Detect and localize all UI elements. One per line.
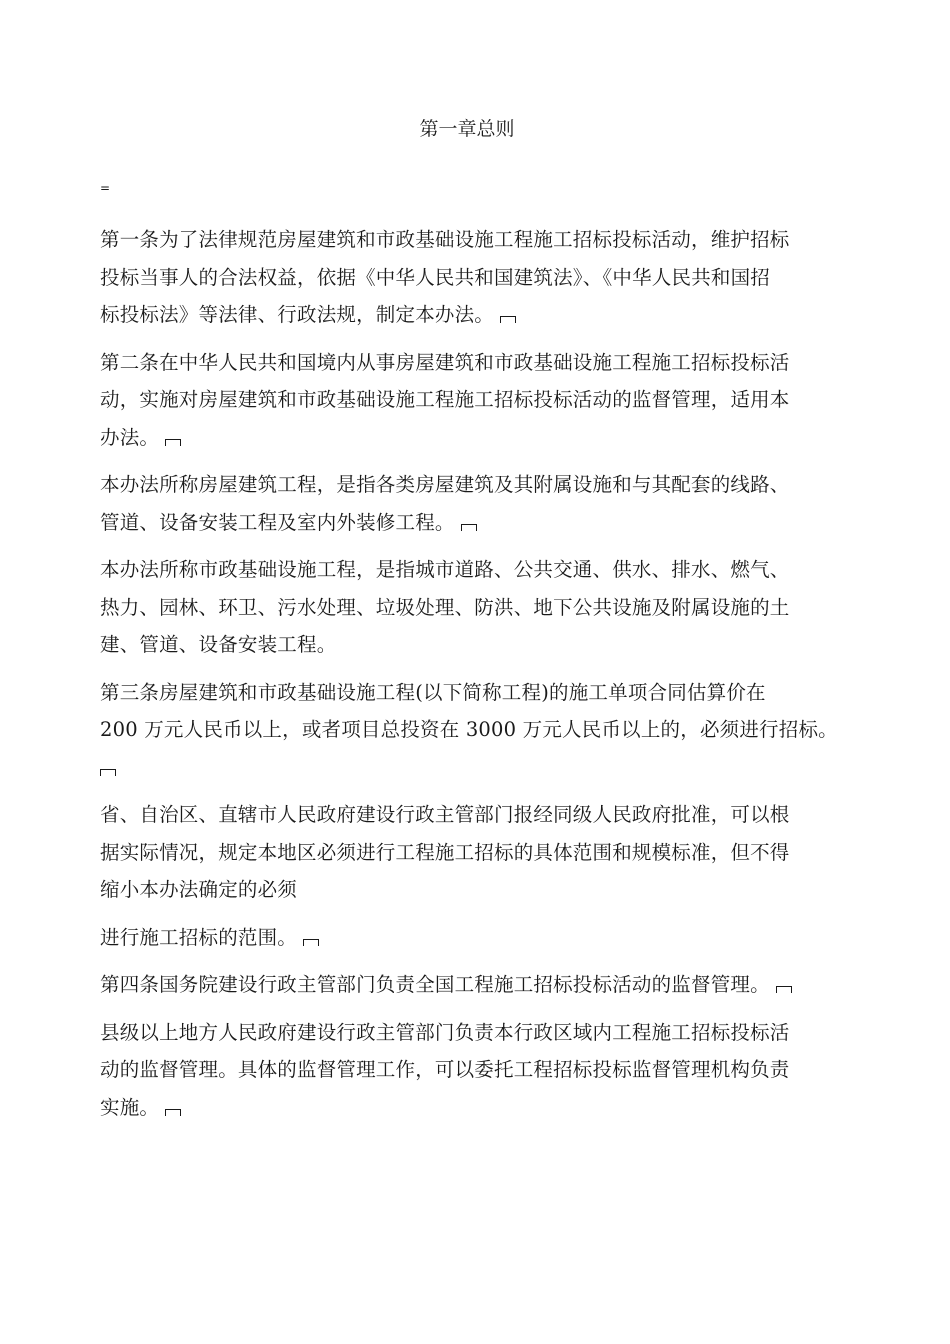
- paragraph-mark-icon: [100, 769, 116, 776]
- paragraph-line: [100, 504, 836, 542]
- paragraph-line: [100, 711, 836, 749]
- line-text: 动，实施对房屋建筑和市政基础设施工程施工招标投标活动的监督管理，适用本: [100, 388, 790, 411]
- paragraph: [100, 919, 836, 957]
- paragraph-line: [100, 1014, 836, 1052]
- paragraph-mark-icon: [165, 1109, 181, 1116]
- paragraph-line: [100, 344, 836, 382]
- paragraph-line: [100, 259, 836, 297]
- paragraph-mark-icon: [500, 316, 516, 323]
- paragraph-line: [100, 466, 836, 504]
- paragraph: [100, 674, 836, 787]
- paragraph: [100, 221, 836, 334]
- line-text: 管道、设备安装工程及室内外装修工程。: [100, 510, 455, 534]
- line-text: 进行施工招标的范围。: [100, 925, 298, 949]
- paragraph-line: [100, 834, 836, 872]
- paragraph-line: [100, 626, 836, 664]
- line-text: 本办法所称市政基础设施工程，是指城市道路、公共交通、供水、排水、燃气、: [100, 558, 790, 581]
- line-text: 省、自治区、直辖市人民政府建设行政主管部门报经同级人民政府批准，可以根: [100, 803, 790, 826]
- paragraph-line: [100, 381, 836, 419]
- paragraph-mark-icon: [461, 524, 477, 531]
- paragraph: [100, 1014, 836, 1127]
- paragraph-line: [100, 796, 836, 834]
- paragraph: [100, 966, 836, 1004]
- line-text: 第三条房屋建筑和市政基础设施工程(以下简称工程)的施工单项合同估算价在: [100, 680, 766, 704]
- paragraph-line: [100, 419, 836, 457]
- paragraph: [100, 551, 836, 664]
- line-text: 据实际情况，规定本地区必须进行工程施工招标的具体范围和规模标准，但不得: [100, 840, 790, 864]
- paragraph: [100, 796, 836, 909]
- line-text: 投标当事人的合法权益，依据《中华人民共和国建筑法》、《中华人民共和国招: [100, 265, 771, 289]
- paragraph-mark-icon: [776, 986, 792, 993]
- line-text: 第二条在中华人民共和国境内从事房屋建筑和市政基础设施工程施工招标投标活: [100, 350, 790, 374]
- line-text: 动的监督管理。具体的监督管理工作，可以委托工程招标投标监督管理机构负责: [100, 1058, 790, 1081]
- paragraph-line: [100, 966, 836, 1004]
- line-text: 热力、园林、环卫、污水处理、垃圾处理、防洪、地下公共设施及附属设施的土: [100, 595, 790, 619]
- line-text: 第一条为了法律规范房屋建筑和市政基础设施工程施工招标投标活动，维护招标: [100, 228, 790, 251]
- line-text: 本办法所称房屋建筑工程，是指各类房屋建筑及其附属设施和与其配套的线路、: [100, 473, 790, 496]
- line-text: 标投标法》等法律、行政法规，制定本办法。: [100, 303, 495, 326]
- paragraph-line: [100, 221, 836, 259]
- line-text: 实施。: [100, 1095, 160, 1119]
- line-text: 办法。: [100, 425, 160, 449]
- line-text: 第四条国务院建设行政主管部门负责全国工程施工招标投标活动的监督管理。: [100, 973, 770, 996]
- paragraph-line: [100, 1051, 836, 1089]
- paragraph-line: [100, 749, 836, 787]
- line-text: 县级以上地方人民政府建设行政主管部门负责本行政区域内工程施工招标投标活: [100, 1020, 790, 1044]
- line-text: 缩小本办法确定的必须: [100, 878, 298, 901]
- paragraph-line: [100, 551, 836, 589]
- chapter-title: 第一章总则: [419, 118, 515, 140]
- paragraph-line: [100, 1089, 836, 1127]
- paragraph-mark-icon: [165, 439, 181, 446]
- paragraph: [100, 344, 836, 457]
- paragraph-line: [100, 674, 836, 712]
- line-text: 建、管道、设备安装工程。: [100, 633, 337, 656]
- paragraph-line: [100, 296, 836, 334]
- body-text: [100, 221, 836, 1136]
- paragraph-line: [100, 919, 836, 957]
- line-text: 200 万元人民币以上，或者项目总投资在 3000 万元人民币以上的，必须进行招标。: [100, 718, 838, 741]
- paragraph-line: [100, 871, 836, 909]
- paragraph-line: [100, 589, 836, 627]
- paragraph: [100, 466, 836, 541]
- paragraph-mark-icon: [303, 939, 319, 946]
- stray-mark: =: [100, 181, 111, 195]
